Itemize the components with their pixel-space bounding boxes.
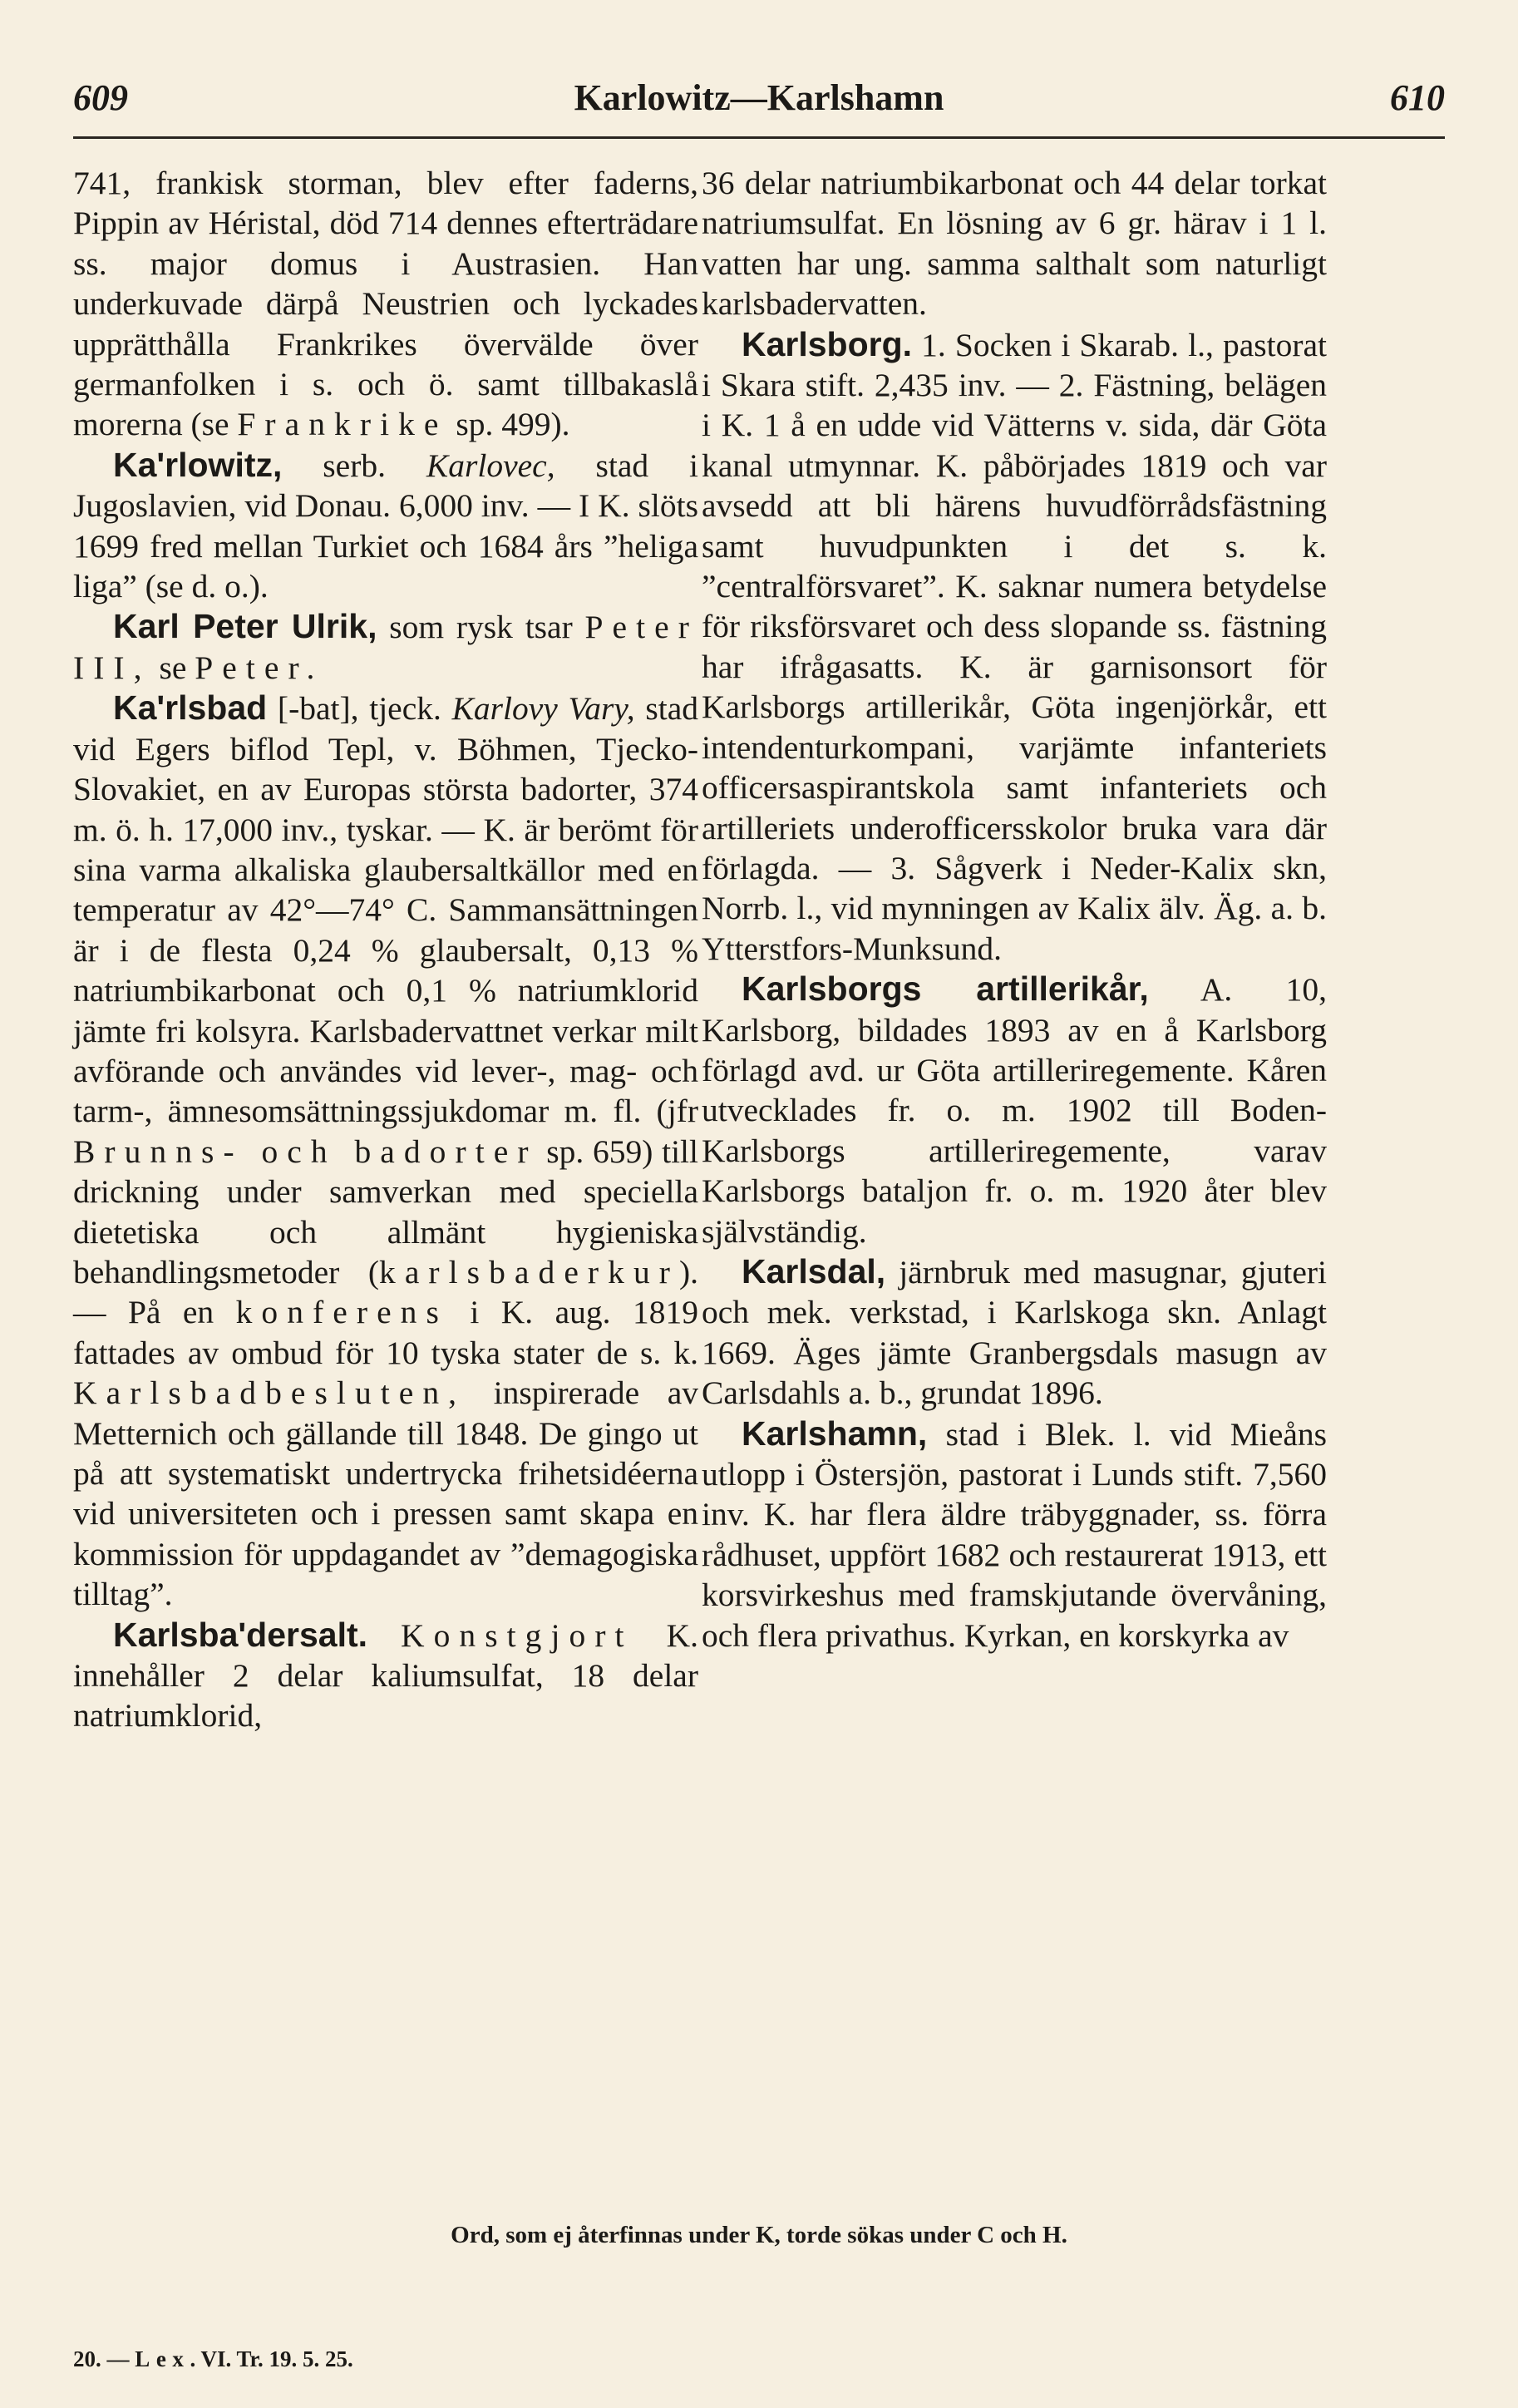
- headword: Karlsdal,: [742, 1251, 886, 1290]
- headword: Karlsborg.: [742, 324, 913, 363]
- entry-karlshamn: Karlshamn, stad i Blek. l. vid Mieåns utlopp i Östersjön, pastorat i Lunds stift. 7,560 inv. K. har flera äldre träbyggnader, ss. förra rådhuset, uppfört 1682 och restaurerat 1913, ett korsvirkeshus med framskjutande övervåning, och flera privathus. Kyrkan, en korskyrka av: [702, 1414, 1327, 1654]
- headword: Karlshamn,: [742, 1414, 928, 1453]
- headword: Karlsborgs artillerikår,: [742, 970, 1149, 1009]
- entry-karl-peter-ulrik: Karl Peter Ulrik, som rysk tsar Peter III, se Peter.: [73, 607, 698, 686]
- entry-karlsborgs-artillerikar: Karlsborgs artillerikår, A. 10, Karlsborg, bildades 1893 av en å Karlsborg förlagd avd. ur Göta artilleriregemente. Kåren utvecklades fr. o. m. 1902 till Boden-Karlsborgs artilleriregemente, varav Karlsborgs bataljon fr. o. m. 1920 åter blev självständig.: [702, 970, 1327, 1250]
- entry-karl-martell-continuation: 741, frankisk storman, blev efter faderns, Pippin av Héristal, död 714 dennes efterträdare ss. major domus i Austrasien. Han underkuvade därpå Neustrien och lyckades upprätthålla Frankrikes övervälde över germanfolken i s. och ö. samt tillbakaslå morerna (se Frankrike sp. 499).: [73, 165, 698, 443]
- cross-reference: karlsbaderkur: [379, 1253, 679, 1290]
- entry-karlsbad: Ka'rlsbad [-bat], tjeck. Karlovy Vary, stad vid Egers biflod Tepl, v. Böhmen, Tjecko-Slovakiet, en av Europas största badorter, 374 m. ö. h. 17,000 inv., tyskar. — K. är berömt för sina varma alkaliska glaubersaltkällor med en temperatur av 42°—74° C. Sammansättningen är i de flesta 0,24 % glaubersalt, 0,13 % natriumbikarbonat och 0,1 % natriumklorid jämte fri kolsyra. Karlsbadervattnet verkar milt avförande och användes vid lever-, mag- och tarm-, ämnesomsättningssjukdomar m. fl. (jfr Brunns- och badorter sp. 659) till drickning under samverkan med speciella dietetiska och allmänt hygieniska behandlingsmetoder (karlsbaderkur). — På en konferens i K. aug. 1819 fattades av ombud för 10 tyska stater de s. k. Karlsbadbesluten, inspirerade av Metternich och gällande till 1848. De gingo ut på att systematiskt undertrycka frihetsidéerna vid universiteten och i pressen samt skapa en kommission för uppdagandet av ”demagogiska tilltag”.: [73, 688, 698, 1613]
- entry-karlsborg: Karlsborg. 1. Socken i Skarab. l., pastorat i Skara stift. 2,435 inv. — 2. Fästning, belägen i K. 1 å en udde vid Vätterns v. sida, där Göta kanal utmynnar. K. påbörjades 1819 och var avsedd att bli härens huvudförrådsfästning samt huvudpunkten i det s. k. ”centralförsvaret”. K. saknar numera betydelse för riksförsvaret och dess slopande ss. fästning har ifrågasatts. K. är garnisonsort för Karlsborgs artillerikår, Göta ingenjörkår, ett intendenturkompani, varjämte infanteriets officersaspirantskola samt infanteriets och artilleriets underofficersskolor bruka vara där förlagda. — 3. Sågverk i Neder-Kalix skn, Norrb. l., vid mynningen av Kalix älv. Äg. a. b. Ytterstfors-Munksund.: [702, 324, 1327, 967]
- cross-reference: konferens: [235, 1294, 448, 1331]
- entry-karlowitz: Ka'rlowitz, serb. Karlovec, stad i Jugoslavien, vid Donau. 6,000 inv. — I K. slöts 1699 fred mellan Turkiet och 1684 års ”heliga liga” (se d. o.).: [73, 445, 699, 605]
- cross-reference: Brunns- och badorter: [73, 1132, 538, 1170]
- footnote: Ord, som ej återfinnas under K, torde sökas under C och H.: [451, 2222, 1067, 2248]
- cross-reference: Frankrike: [237, 406, 448, 443]
- headword: Ka'rlowitz,: [113, 445, 283, 484]
- headword: Ka'rlsbad: [113, 688, 268, 728]
- cross-reference: Konstgjort: [401, 1616, 633, 1654]
- running-head: Karlowitz—Karlshamn: [574, 77, 944, 118]
- left-page-number: 609: [73, 77, 128, 118]
- headword: Karlsba'dersalt.: [113, 1615, 367, 1654]
- entry-karlsdal: Karlsdal, järnbruk med masugnar, gjuteri och mek. verkstad, i Karlskoga skn. Anlagt 1669. Äges jämte Granbergsdals masugn av Carlsdahls a. b., grundat 1896.: [702, 1251, 1327, 1412]
- headword: Karl Peter Ulrik,: [113, 607, 377, 646]
- left-column: [73, 163, 698, 1736]
- right-column: [702, 163, 1327, 1656]
- entry-karlsbadersalt-continuation: 36 delar natriumbikarbonat och 44 delar torkat natriumsulfat. En lösning av 6 gr. härav i 1 l. vatten har ung. samma salthalt som naturligt karlsbadervatten.: [702, 165, 1327, 323]
- cross-reference: Karlsbadbesluten,: [73, 1374, 466, 1412]
- page-header: [73, 70, 1445, 139]
- printer-imprint: 20. — Lex. VI. Tr. 19. 5. 25.: [73, 2346, 353, 2371]
- right-page-number: 610: [1390, 77, 1445, 118]
- cross-reference: Peter.: [195, 649, 324, 686]
- cross-reference: Peter III,: [73, 609, 698, 686]
- entry-karlsbadersalt: Karlsba'dersalt. Konstgjort K. innehåller 2 delar kaliumsulfat, 18 delar natriumklorid,: [73, 1615, 699, 1734]
